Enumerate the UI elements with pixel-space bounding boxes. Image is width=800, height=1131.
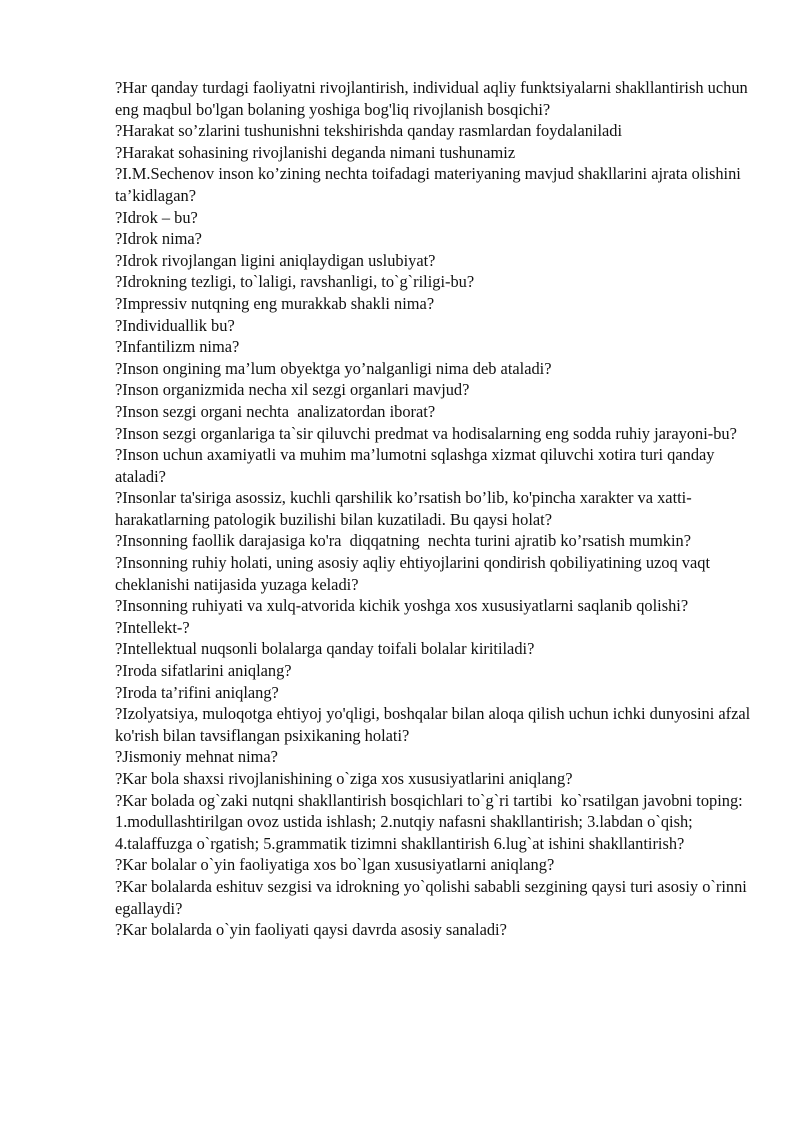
question-item: ?Kar bola shaxsi rivojlanishining o`ziga xos xususiyatlarini aniqlang? — [115, 769, 573, 788]
question-item: ?Inson uchun axamiyatli va muhim ma’lumotni sqlashga xizmat qiluvchi xotira turi qanday ataladi? — [115, 445, 719, 486]
question-item: ?Insonning ruhiyati va xulq-atvorida kichik yoshga xos xususiyatlarni saqlanib qolishi? — [115, 596, 689, 616]
question-item: ?Idrok nima? — [115, 229, 202, 249]
question-item: ?Inson sezgi organi nechta analizatordan iborat? — [115, 401, 436, 421]
question-item: ?Harakat sohasining rivojlanishi deganda nimani tushunamiz — [115, 142, 516, 162]
question-item: ?Idrokning tezligi, to`laligi, ravshanligi, to`g`riligi-bu? — [115, 272, 475, 292]
question-item: ?Jismoniy mehnat nima? — [115, 747, 278, 767]
question-list — [115, 77, 755, 941]
question-item: ?Harakat so’zlarini tushunishni tekshirishda qanday rasmlardan foydalaniladi — [115, 121, 623, 141]
question-item: ?Idrok – bu? — [115, 207, 198, 227]
question-item: ?Kar bolalar o`yin faoliyatiga xos bo`lgan xususiyatlarni aniqlang? — [115, 855, 555, 875]
question-item: ?Har qanday turdagi faoliyatni rivojlantirish, individual aqliy funktsiyalarni shakllantirish uchun eng maqbul bo'lgan bolaning yoshiga bog'liq rivojlanish bosqichi? — [115, 78, 752, 119]
question-item: ?Izolyatsiya, muloqotga ehtiyoj yo'qligi, boshqalar bilan aloqa qilish uchun ichki dunyosini afzal ko'rish bilan tavsiflangan psixikaning holati? — [115, 704, 755, 745]
question-item: ?Insonning faollik darajasiga ko'ra diqqatning nechta turini ajratib ko’rsatish mumkin? — [115, 531, 692, 551]
question-item: ?Insonlar ta'siriga asossiz, kuchli qarshilik ko’rsatish bo’lib, ko'pincha xarakter va xatti-harakatlarning patologik buzilishi bilan kuzatiladi. Bu qaysi holat? — [115, 488, 692, 529]
question-item: ?Idrok rivojlangan ligini aniqlaydigan uslubiyat? — [115, 250, 436, 270]
question-item: ?Iroda ta’rifini aniqlang? — [115, 682, 279, 702]
question-item: ?Insonning ruhiy holati, uning asosiy aqliy ehtiyojlarini qondirish qobiliyatining uzoq vaqt cheklanishi natijasida yuzaga keladi? — [115, 553, 715, 594]
question-item: ?Intellektual nuqsonli bolalarga qanday toifali bolalar kiritiladi? — [115, 639, 535, 659]
question-item: ?Infantilizm nima? — [115, 337, 240, 357]
question-item: ?Individuallik bu? — [115, 315, 235, 335]
question-item: ?Iroda sifatlarini aniqlang? — [115, 661, 292, 681]
question-item: ?Inson organizmida necha xil sezgi organlari mavjud? — [115, 380, 470, 400]
question-item: ?I.M.Sechenov inson ko’zining nechta toifadagi materiyaning mavjud shakllarini ajrata olishini ta’kidlagan? — [115, 164, 745, 205]
question-item: ?Intellekt-? — [115, 617, 190, 637]
question-item: ?Inson sezgi organlariga ta`sir qiluvchi predmat va hodisalarning eng sodda ruhiy jarayoni-bu? — [115, 423, 737, 443]
question-item: ?Kar bolada og`zaki nutqni shakllantirish bosqichlari to`g`ri tartibi ko`rsatilgan javobni toping: 1.modullashtirilgan ovoz ustida ishlash; 2.nutqiy nafasni shakllantirish; 3.labdan o`qish; 4.talaffuzga o`rgatish; 5.grammatik tizimni shakllantirish 6.lug`at ishini shakllantirish? — [115, 790, 747, 853]
question-item: ?Inson ongining ma’lum obyektga yo’nalganligi nima deb ataladi? — [115, 358, 552, 378]
question-item: ?Impressiv nutqning eng murakkab shakli nima? — [115, 293, 435, 313]
question-item: ?Kar bolalarda eshituv sezgisi va idrokning yo`qolishi sababli sezgining qaysi turi asosiy o`rinni egallaydi? — [115, 876, 751, 918]
question-item: ?Kar bolalarda o`yin faoliyati qaysi davrda asosiy sanaladi? — [115, 920, 507, 940]
